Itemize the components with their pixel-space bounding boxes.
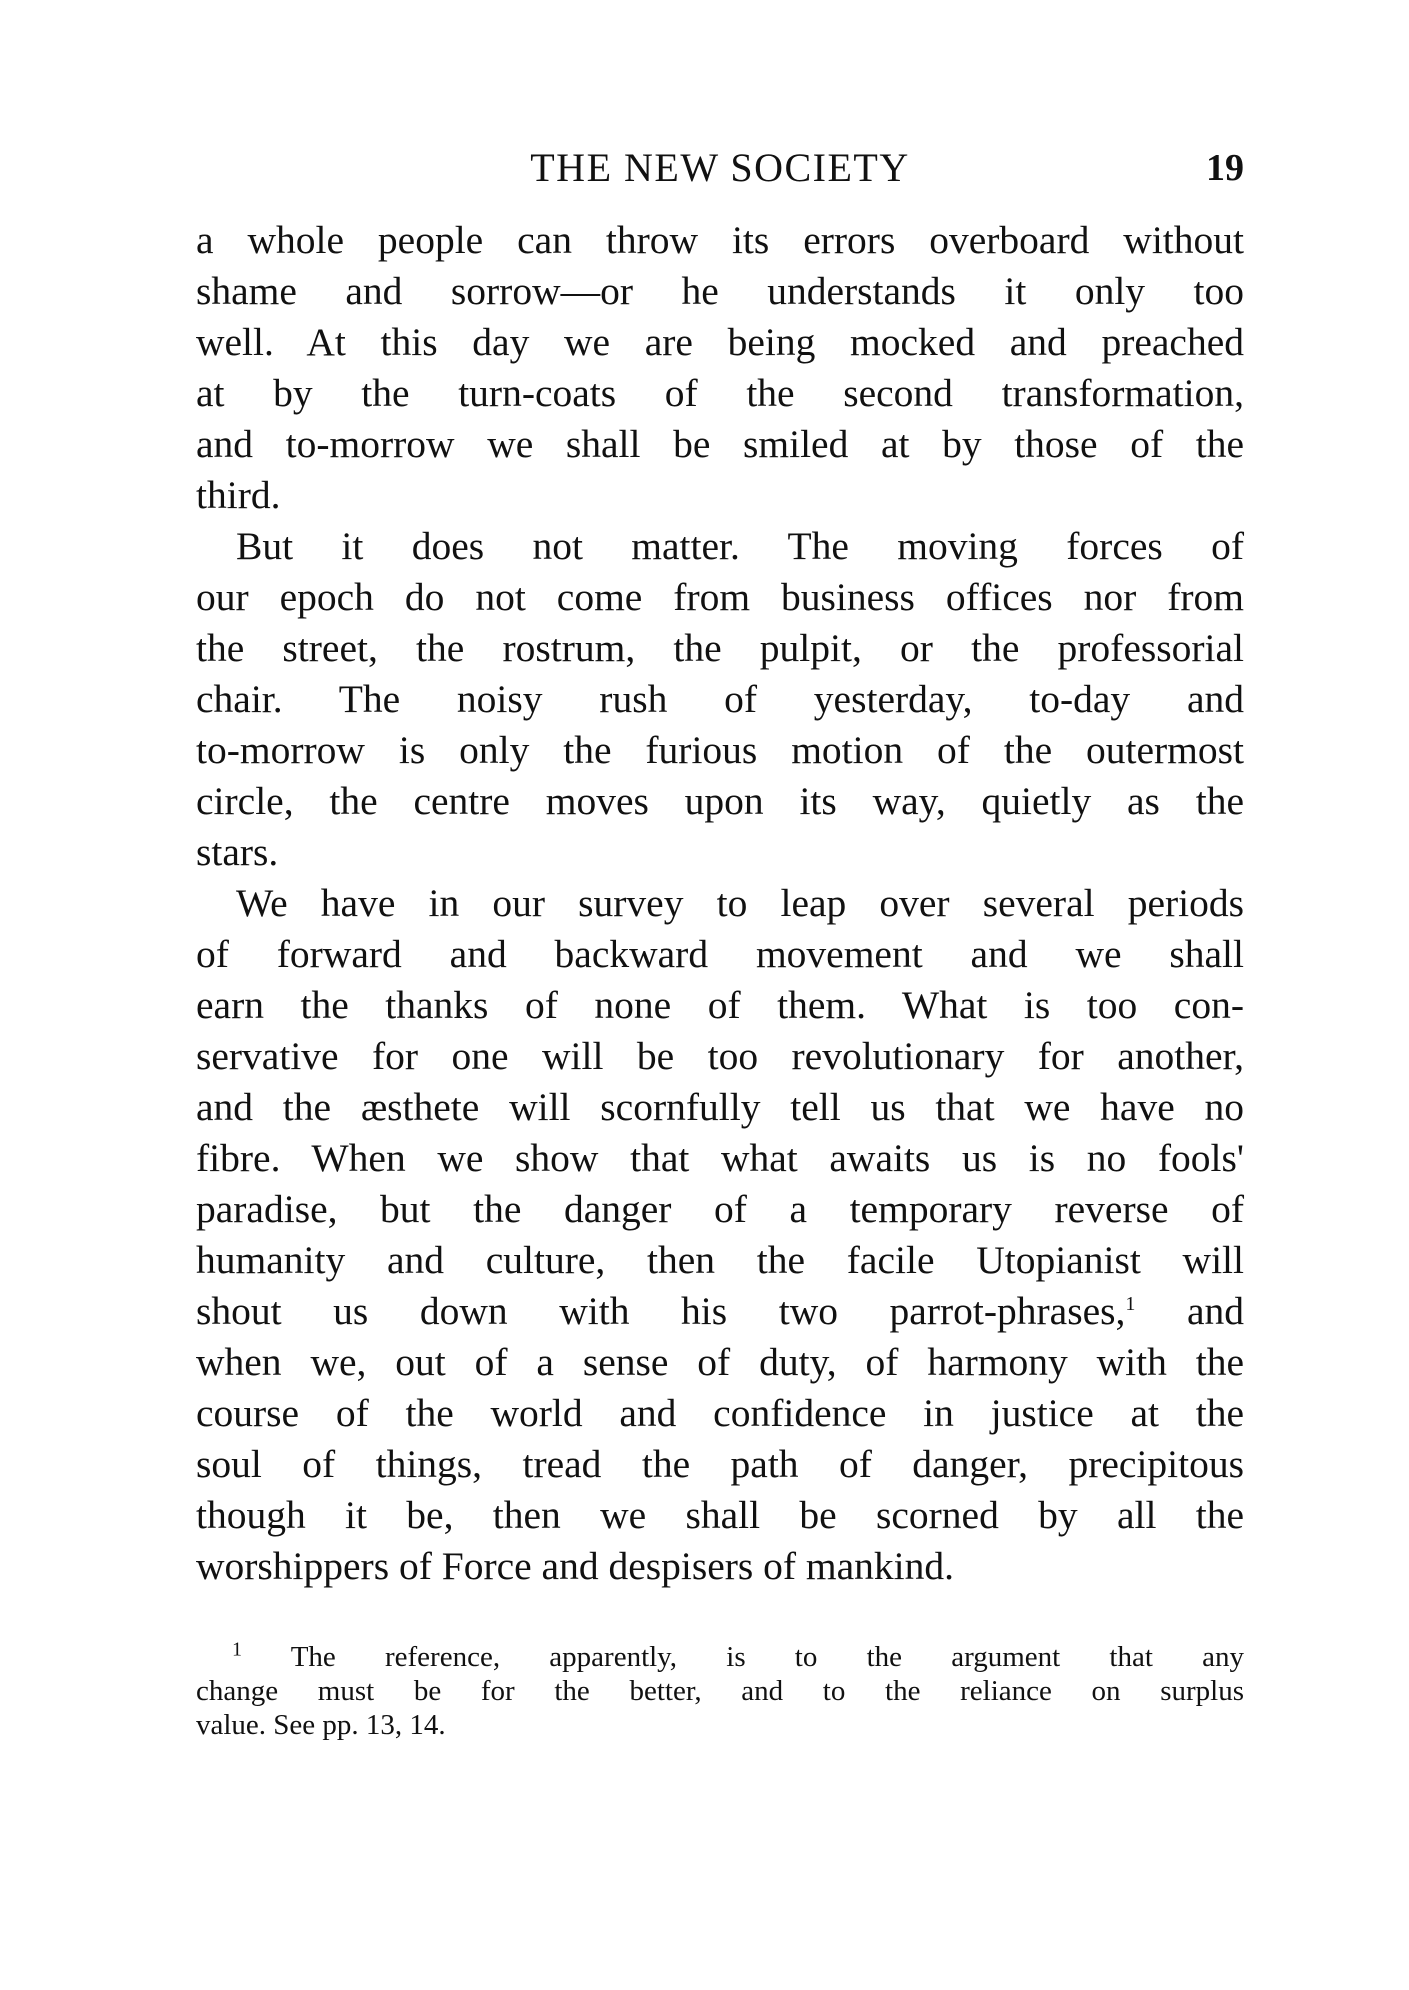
text-line: chair. The noisy rush of yesterday, to-day and [196,677,1244,721]
text-line: servative for one will be too revolutionary for another, [196,1034,1244,1078]
text-line: our epoch do not come from business offices nor from [196,575,1244,619]
text-line: of forward and backward movement and we shall [196,932,1244,976]
text-line: the street, the rostrum, the pulpit, or the professorial [196,626,1244,670]
text-line: though it be, then we shall be scorned by all the [196,1493,1244,1537]
text-line: when we, out of a sense of duty, of harmony with the [196,1340,1244,1384]
body-text [196,215,1244,1592]
footnote-reference: 1 [1125,1292,1136,1315]
line-tail: and [1135,1289,1244,1333]
text-line: third. [196,473,281,517]
footnote [196,1640,1244,1742]
text-line: a whole people can throw its errors overboard without [196,218,1244,262]
text-line: well. At this day we are being mocked and preached [196,320,1244,364]
text-line: humanity and culture, then the facile Utopianist will [196,1238,1244,1282]
footnote-line: value. See pp. 13, 14. [196,1709,446,1741]
footnote-marker: 1 [232,1638,242,1661]
text-line: and the æsthete will scornfully tell us that we have no [196,1085,1244,1129]
text-line: shame and sorrow—or he understands it only too [196,269,1244,313]
text-line: course of the world and confidence in justice at the [196,1391,1244,1435]
text-line: worshippers of Force and despisers of mankind. [196,1544,955,1588]
text-line: stars. [196,830,279,874]
footnote-line: change must be for the better, and to the reliance on surplus [196,1675,1244,1707]
text-line: But it does not matter. The moving forces of [236,524,1244,568]
text-line: at by the turn-coats of the second transformation, [196,371,1244,415]
text-line: earn the thanks of none of them. What is too con- [196,983,1244,1027]
text-line: to-morrow is only the furious motion of the outermost [196,728,1244,772]
page-number: 19 [1206,147,1244,189]
text-line: and to-morrow we shall be smiled at by those of the [196,422,1244,466]
text-line: We have in our survey to leap over several periods [236,881,1244,925]
footnote-line [196,1640,1244,1674]
text-line-with-footnote [196,1286,1244,1337]
line-text: shout us down with his two parrot-phrases, [196,1289,1126,1333]
text-line: circle, the centre moves upon its way, quietly as the [196,779,1244,823]
text-line: paradise, but the danger of a temporary reverse of [196,1187,1244,1231]
text-line: fibre. When we show that what awaits us is no fools' [196,1136,1244,1180]
footnote-text: The reference, apparently, is to the argument that any [290,1641,1244,1673]
running-head [196,138,1244,198]
running-title: THE NEW SOCIETY [530,145,910,190]
text-line: soul of things, tread the path of danger, precipitous [196,1442,1244,1486]
